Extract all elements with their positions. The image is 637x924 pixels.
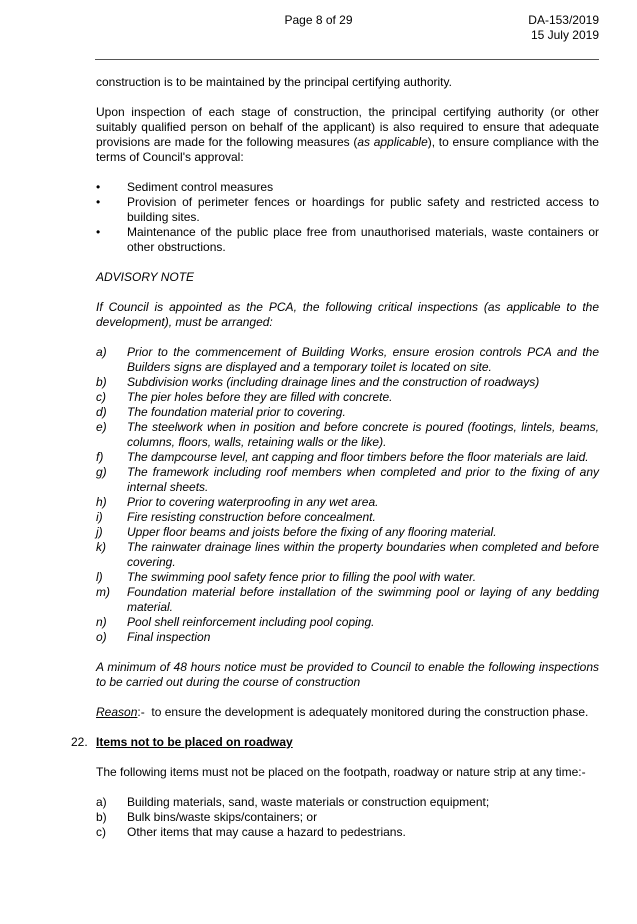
bullet-icon: • <box>96 225 101 239</box>
reason-separator: :- <box>137 705 145 719</box>
advisory-intro: If Council is appointed as the PCA, the following critical inspections (as applicable to the development), must be arranged: <box>96 300 599 329</box>
list-item: • Maintenance of the public place free from unauthorised materials, waste containers or other obstructions. <box>96 225 599 254</box>
prohibited-items-list <box>96 795 599 840</box>
intro-emphasis: as applicable <box>357 135 428 149</box>
list-item: e) The steelwork when in position and before concrete is poured (footings, lintels, beams, columns, floors, walls, retaining walls or the like). <box>96 420 599 449</box>
list-item: f) The dampcourse level, ant capping and floor timbers before the floor materials are laid. <box>96 450 589 464</box>
intro-paragraph-2 <box>96 105 599 165</box>
reason-text: to ensure the development is adequately monitored during the construction phase. <box>151 705 589 719</box>
list-item: c) Other items that may cause a hazard to pedestrians. <box>96 825 406 839</box>
list-item: a) Building materials, sand, waste materials or construction equipment; <box>96 795 490 809</box>
list-item: g) The framework including roof members when completed and prior to the fixing of any internal sheets. <box>96 465 599 494</box>
section-intro: The following items must not be placed on the footpath, roadway or nature strip at any time:- <box>96 765 586 779</box>
list-item: j) Upper floor beams and joists before the fixing of any flooring material. <box>96 525 497 539</box>
section-22 <box>71 735 599 840</box>
list-item: n) Pool shell reinforcement including pool coping. <box>96 615 375 629</box>
bullet-icon: • <box>96 195 101 209</box>
advisory-notice: A minimum of 48 hours notice must be provided to Council to enable the following inspections to be carried out during the course of construction <box>96 660 599 689</box>
document-body <box>71 75 599 840</box>
reason-paragraph <box>96 705 599 720</box>
section-title: Items not to be placed on roadway <box>96 735 293 749</box>
list-item: m) Foundation material before installation of the swimming pool or laying of any bedding material. <box>96 585 599 614</box>
list-item: o) Final inspection <box>96 630 211 644</box>
reason-label: Reason <box>96 705 138 719</box>
intro-text-b: ), to ensure compliance with the terms of Council's approval: <box>96 135 599 164</box>
intro-text-a: Upon inspection of each stage of construction, the principal certifying authority (or other suitably qualified person on behalf of the applicant) is also required to ensure that adequate provisions are made for the following measures ( <box>96 105 599 149</box>
document-date: 15 July 2019 <box>530 28 599 42</box>
list-item: k) The rainwater drainage lines within the property boundaries when completed and before covering. <box>96 540 599 569</box>
bullet-icon: • <box>96 180 101 194</box>
advisory-title: ADVISORY NOTE <box>96 270 195 284</box>
list-item: l) The swimming pool safety fence prior to filling the pool with water. <box>96 570 477 584</box>
inspection-list <box>96 345 599 645</box>
document-reference <box>528 13 599 43</box>
list-item: c) The pier holes before they are filled with concrete. <box>96 390 393 404</box>
section-number: 22. <box>71 735 88 749</box>
advisory-note <box>96 270 599 690</box>
list-item: b) Subdivision works (including drainage lines and the construction of roadways) <box>96 375 540 389</box>
reference-number: DA-153/2019 <box>528 13 599 27</box>
header-divider <box>95 59 599 60</box>
intro-paragraph-1: construction is to be maintained by the principal certifying authority. <box>96 75 452 89</box>
list-item: • Sediment control measures <box>96 180 274 194</box>
measures-list <box>96 180 599 255</box>
list-item: a) Prior to the commencement of Building Works, ensure erosion controls PCA and the Builders signs are displayed and a temporary toilet is located on site. <box>96 345 599 374</box>
list-item: d) The foundation material prior to covering. <box>96 405 346 419</box>
list-item: b) Bulk bins/waste skips/containers; or <box>96 810 318 824</box>
page-number: Page 8 of 29 <box>284 13 353 27</box>
list-item: i) Fire resisting construction before concealment. <box>96 510 376 524</box>
list-item: h) Prior to covering waterproofing in any wet area. <box>96 495 379 509</box>
list-item: • Provision of perimeter fences or hoardings for public safety and restricted access to building sites. <box>96 195 599 224</box>
